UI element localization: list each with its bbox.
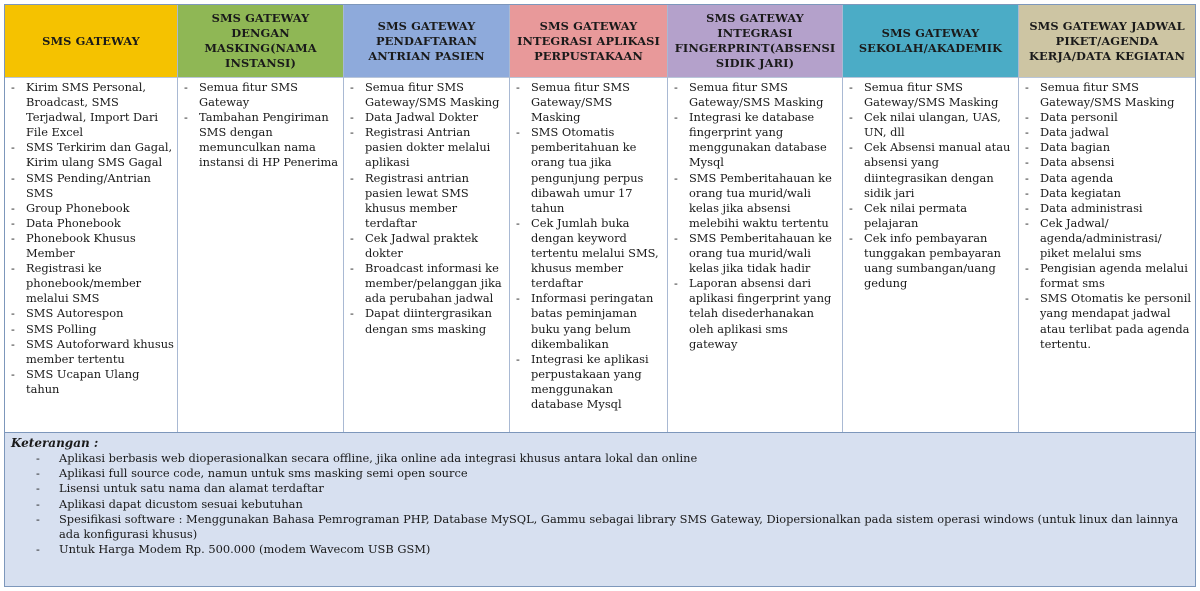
feature-item: - Data bagian: [1023, 140, 1192, 155]
feature-item: - Tambahan Pengiriman SMS dengan memunculkan nama instansi di HP Penerima: [182, 110, 340, 170]
feature-item: - Cek info pembayaran tunggakan pembayaran uang sumbangan/uang gedung: [847, 231, 1015, 291]
feature-item: - Registrasi ke phonebook/member melalui SMS: [9, 261, 174, 306]
feature-item: - Pengisian agenda melalui format sms: [1023, 261, 1192, 291]
feature-item: - Cek Jadwal praktek dokter: [348, 231, 506, 261]
feature-item: - Semua fitur SMS Gateway/SMS Masking: [847, 80, 1015, 110]
column-fingerprint: [668, 5, 843, 432]
feature-item: - Registrasi Antrian pasien dokter melalui aplikasi: [348, 125, 506, 170]
feature-item: - SMS Pemberitahauan ke orang tua murid/wali kelas jika tidak hadir: [672, 231, 839, 276]
column-sekolah: [843, 5, 1019, 432]
feature-item: - Dapat diintergrasikan dengan sms masking: [348, 306, 506, 336]
notes-list: [11, 451, 1189, 557]
notes-title: Keterangan :: [11, 436, 99, 450]
feature-item: - Cek Jumlah buka dengan keyword tertentu melalui SMS, khusus member terdaftar: [514, 216, 664, 291]
feature-item: - Cek nilai ulangan, UAS, UN, dll: [847, 110, 1015, 140]
feature-list: [9, 80, 174, 397]
feature-item: - Semua fitur SMS Gateway/SMS Masking: [1023, 80, 1192, 110]
column-header: SMS GATEWAY: [5, 5, 177, 78]
feature-item: - Kirim SMS Personal, Broadcast, SMS Terjadwal, Import Dari File Excel: [9, 80, 174, 140]
feature-item: - Integrasi ke aplikasi perpustakaan yang menggunakan database Mysql: [514, 352, 664, 412]
feature-item: - Data agenda: [1023, 171, 1192, 186]
feature-item: - Semua fitur SMS Gateway/SMS Masking: [514, 80, 664, 125]
column-header: SMS GATEWAY INTEGRASI APLIKASI PERPUSTAKAAN: [510, 5, 667, 78]
feature-item: - Cek Absensi manual atau absensi yang diintegrasikan dengan sidik jari: [847, 140, 1015, 200]
pricing-table: [4, 4, 1196, 587]
feature-item: - Data absensi: [1023, 155, 1192, 170]
column-perpustakaan: [510, 5, 668, 432]
column-header: SMS GATEWAY PENDAFTARAN ANTRIAN PASIEN: [344, 5, 509, 78]
note-item: - Aplikasi full source code, namun untuk sms masking semi open source: [11, 466, 1189, 481]
column-header: SMS GATEWAY INTEGRASI FINGERPRINT(ABSENSI SIDIK JARI): [668, 5, 842, 78]
feature-list: [348, 80, 506, 337]
feature-item: - Data jadwal: [1023, 125, 1192, 140]
column-header: SMS GATEWAY SEKOLAH/AKADEMIK: [843, 5, 1018, 78]
note-item: - Aplikasi dapat dicustom sesuai kebutuhan: [11, 497, 1189, 512]
feature-list: [514, 80, 664, 412]
column-sms-masking: [178, 5, 344, 432]
feature-item: - Broadcast informasi ke member/pelanggan jika ada perubahan jadwal: [348, 261, 506, 306]
note-item: - Lisensi untuk satu nama dan alamat terdaftar: [11, 481, 1189, 496]
feature-item: - Semua fitur SMS Gateway: [182, 80, 340, 110]
column-jadwal-piket: [1019, 5, 1195, 432]
feature-item: - Cek Jadwal/ agenda/administrasi/ piket melalui sms: [1023, 216, 1192, 261]
feature-item: - Group Phonebook: [9, 201, 174, 216]
feature-item: - SMS Otomatis pemberitahuan ke orang tua jika pengunjung perpus dibawah umur 17 tahun: [514, 125, 664, 216]
feature-item: - Semua fitur SMS Gateway/SMS Masking: [348, 80, 506, 110]
column-header: SMS GATEWAY JADWAL PIKET/AGENDA KERJA/DATA KEGIATAN: [1019, 5, 1195, 78]
column-sms-gateway: [5, 5, 178, 432]
note-item: - Aplikasi berbasis web dioperasionalkan secara offline, jika online ada integrasi khusus antara lokal dan online: [11, 451, 1189, 466]
feature-item: - Data personil: [1023, 110, 1192, 125]
feature-item: - Data Jadwal Dokter: [348, 110, 506, 125]
feature-item: - Cek nilai permata pelajaran: [847, 201, 1015, 231]
feature-item: - SMS Autorespon: [9, 306, 174, 321]
feature-item: - Laporan absensi dari aplikasi fingerprint yang telah disederhanakan oleh aplikasi sms gateway: [672, 276, 839, 351]
feature-columns: [5, 5, 1195, 432]
feature-list: [672, 80, 839, 352]
feature-item: - SMS Pending/Antrian SMS: [9, 171, 174, 201]
feature-item: - SMS Ucapan Ulang tahun: [9, 367, 174, 397]
feature-list: [182, 80, 340, 171]
feature-item: - Registrasi antrian pasien lewat SMS khusus member terdaftar: [348, 171, 506, 231]
feature-item: - Phonebook Khusus Member: [9, 231, 174, 261]
column-antrian-pasien: [344, 5, 510, 432]
note-item: - Untuk Harga Modem Rp. 500.000 (modem Wavecom USB GSM): [11, 542, 1189, 557]
feature-list: [1023, 80, 1192, 352]
column-header: SMS GATEWAY DENGAN MASKING(NAMA INSTANSI): [178, 5, 343, 78]
feature-item: - Data administrasi: [1023, 201, 1192, 216]
feature-item: - SMS Terkirim dan Gagal, Kirim ulang SMS Gagal: [9, 140, 174, 170]
feature-item: - SMS Otomatis ke personil yang mendapat jadwal atau terlibat pada agenda tertentu.: [1023, 291, 1192, 351]
feature-item: - SMS Polling: [9, 322, 174, 337]
feature-item: - Informasi peringatan batas peminjaman buku yang belum dikembalikan: [514, 291, 664, 351]
note-item: - Spesifikasi software : Menggunakan Bahasa Pemrograman PHP, Database MySQL, Gammu sebagai library SMS Gateway, Diopersionalkan pada sistem operasi windows (untuk linux dan lainnya ada konfigurasi khusus): [11, 512, 1189, 542]
feature-item: - Semua fitur SMS Gateway/SMS Masking: [672, 80, 839, 110]
feature-item: - Integrasi ke database fingerprint yang menggunakan database Mysql: [672, 110, 839, 170]
feature-item: - SMS Pemberitahauan ke orang tua murid/wali kelas jika absensi melebihi waktu tertentu: [672, 171, 839, 231]
feature-list: [847, 80, 1015, 291]
feature-item: - Data Phonebook: [9, 216, 174, 231]
feature-item: - SMS Autoforward khusus member tertentu: [9, 337, 174, 367]
feature-item: - Data kegiatan: [1023, 186, 1192, 201]
notes-section: [5, 432, 1195, 586]
